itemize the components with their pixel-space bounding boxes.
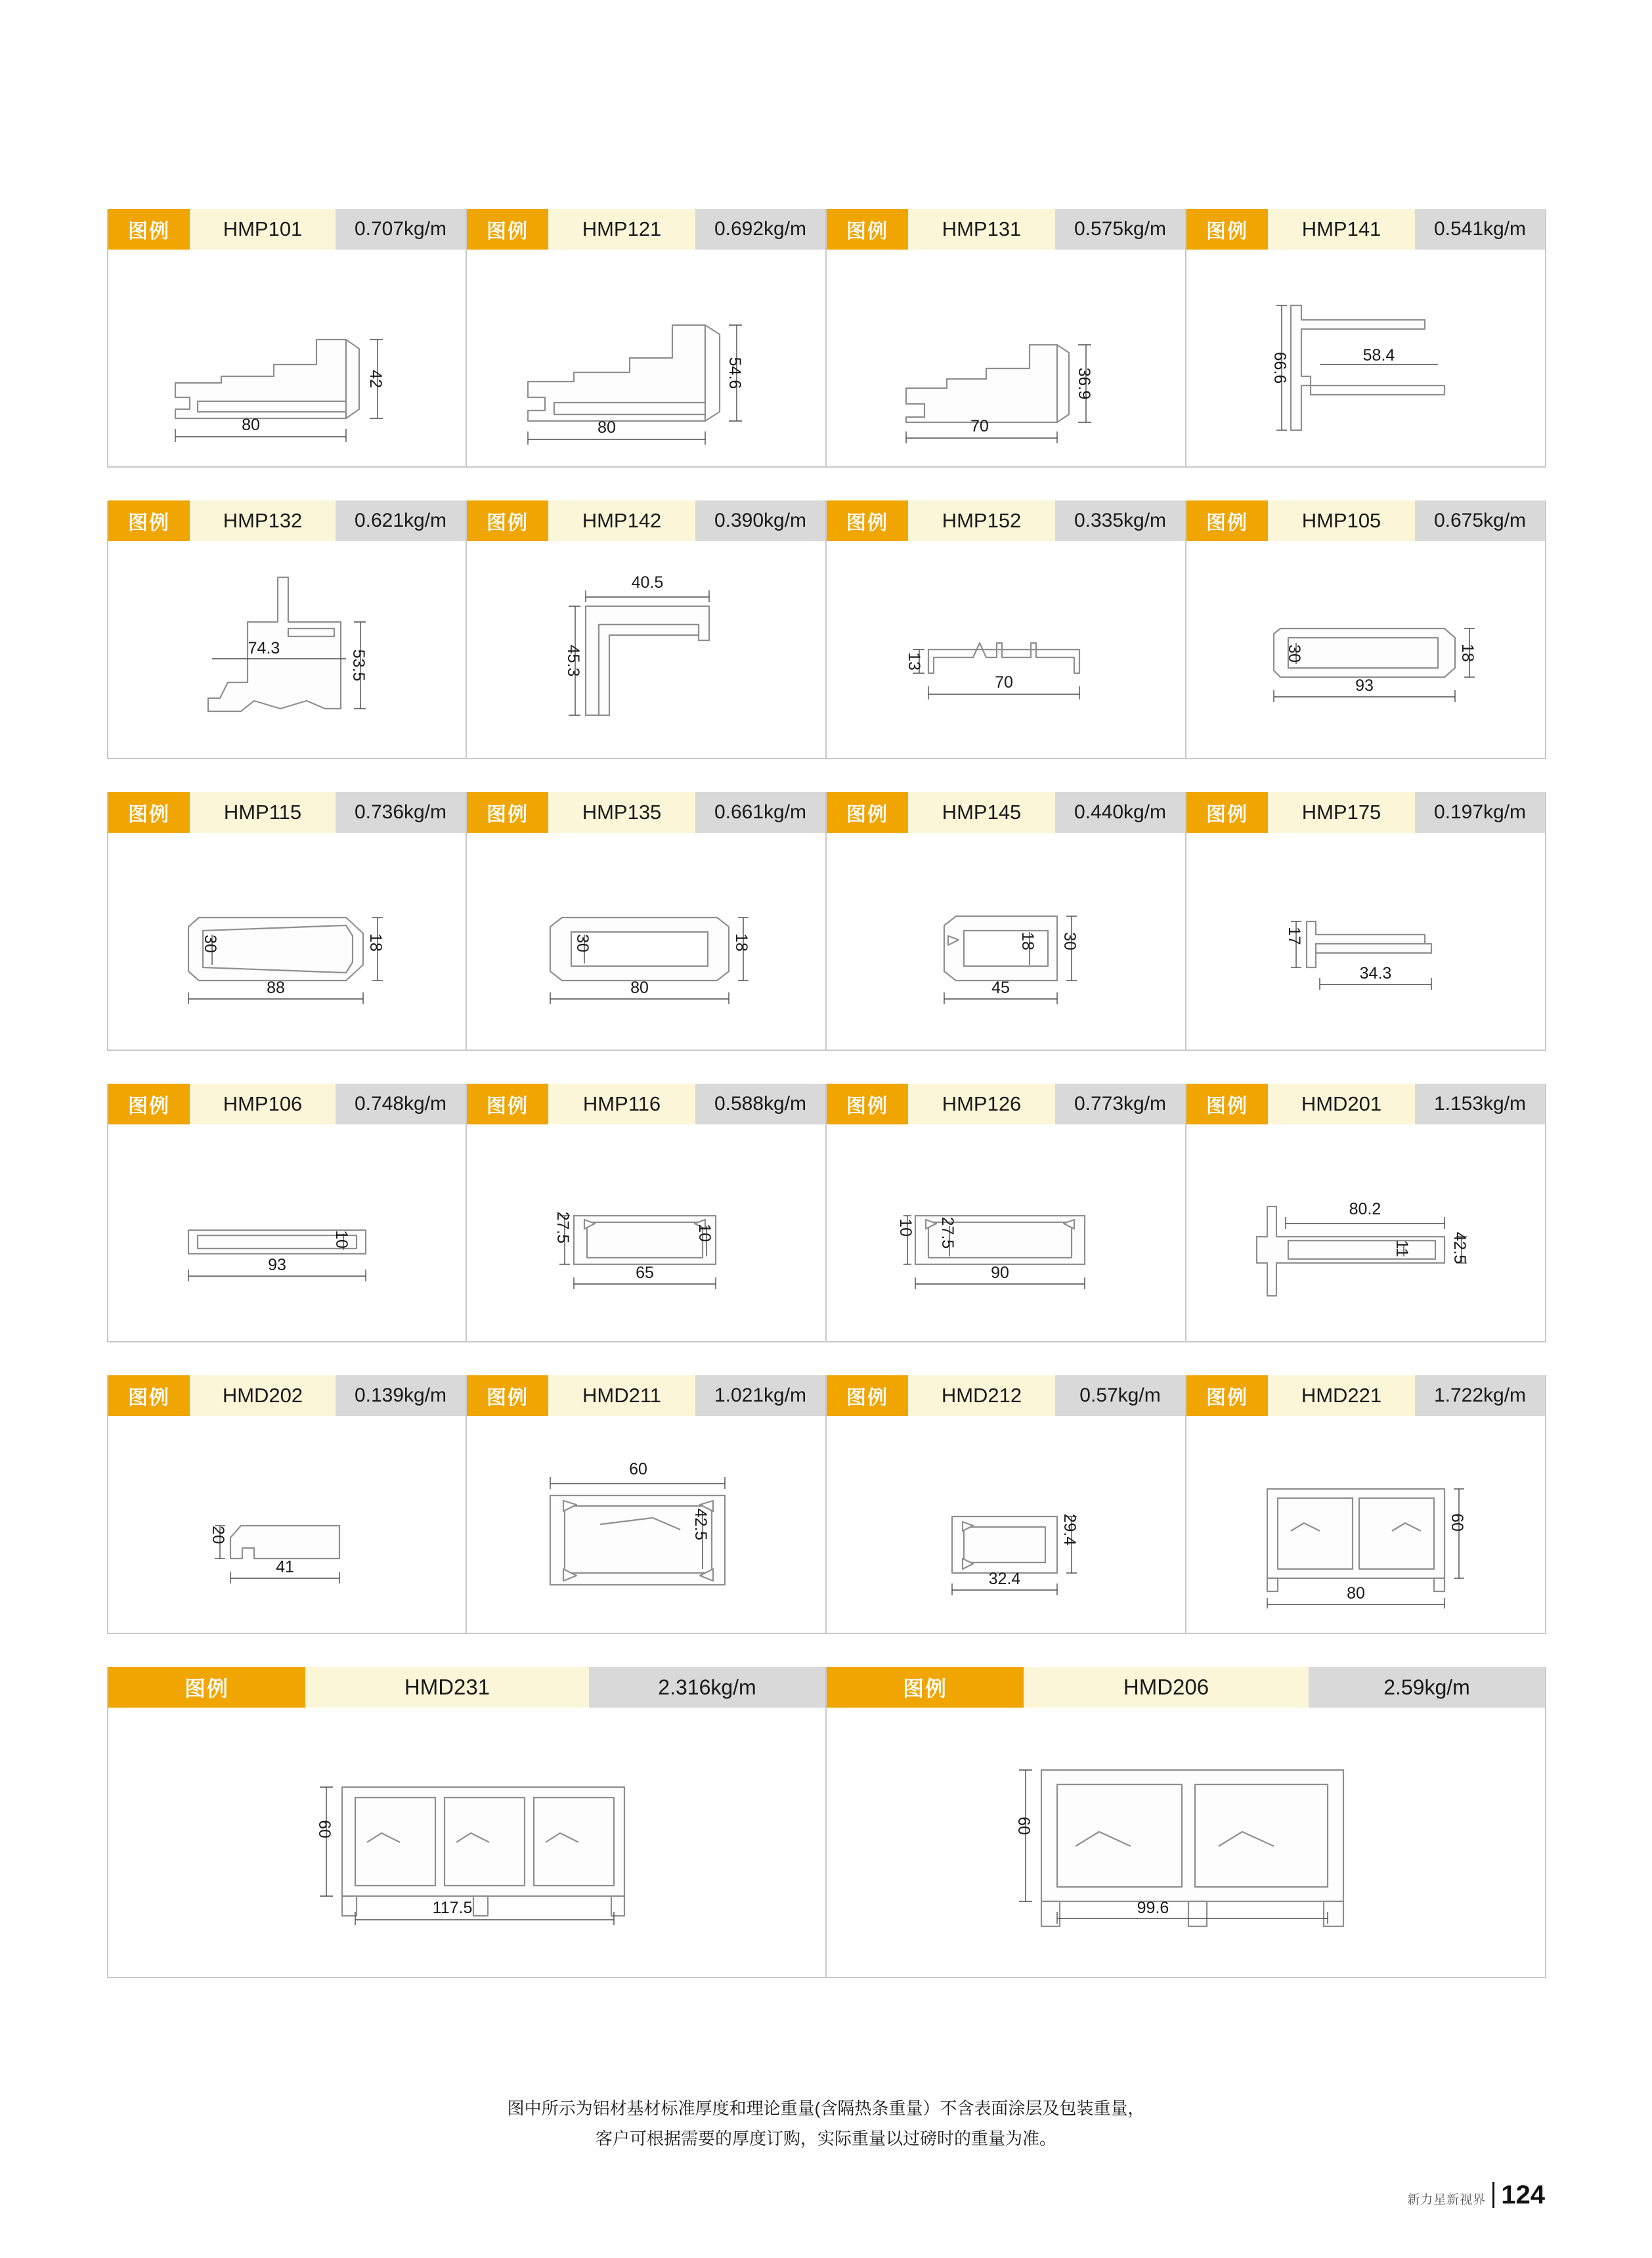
dim-width: 41 xyxy=(276,1558,294,1576)
dim-height-2: 18 xyxy=(1458,644,1477,662)
dim-width: 58.4 xyxy=(1362,346,1395,365)
profile-figure xyxy=(108,833,466,1050)
dim-width: 80 xyxy=(630,979,649,997)
profile-figure xyxy=(108,1124,466,1341)
profile-cell xyxy=(827,792,1186,1051)
profile-cell xyxy=(1186,500,1546,759)
dim-width: 32.4 xyxy=(988,1570,1021,1588)
profile-code: HMP132 xyxy=(190,500,336,541)
profile-header xyxy=(827,1084,1185,1124)
profile-header xyxy=(467,1084,825,1124)
legend-tag: 图例 xyxy=(1186,1084,1268,1124)
dim-height-2: 11 xyxy=(1393,1240,1411,1257)
legend-tag: 图例 xyxy=(827,500,908,541)
profile-figure xyxy=(827,833,1185,1050)
profile-code: HMP126 xyxy=(908,1084,1055,1124)
profile-cell xyxy=(467,792,827,1051)
dim-height: 18 xyxy=(1018,932,1037,950)
profile-cell xyxy=(827,1084,1186,1342)
profile-figure xyxy=(467,1124,825,1341)
profile-cell xyxy=(467,209,827,468)
profile-cell xyxy=(1186,209,1546,468)
legend-tag: 图例 xyxy=(827,1084,908,1124)
profile-cell xyxy=(827,1667,1546,1978)
legend-tag: 图例 xyxy=(467,209,548,250)
legend-tag: 图例 xyxy=(827,792,908,833)
grid-row xyxy=(107,1375,1546,1634)
profile-header xyxy=(108,1375,466,1416)
dim-width: 80 xyxy=(598,418,616,437)
legend-tag: 图例 xyxy=(1186,1375,1268,1416)
profile-weight: 0.773kg/m xyxy=(1055,1084,1185,1124)
profile-weight: 0.197kg/m xyxy=(1415,792,1545,833)
profile-header xyxy=(108,500,466,541)
dim-height: 17 xyxy=(1285,927,1303,945)
dim-height: 30 xyxy=(201,935,219,953)
dim-width: 99.6 xyxy=(1137,1899,1169,1917)
profile-weight: 2.316kg/m xyxy=(589,1667,825,1708)
legend-tag: 图例 xyxy=(108,500,190,541)
profile-figure xyxy=(108,541,466,758)
dim-height: 36.9 xyxy=(1075,367,1093,400)
profile-header xyxy=(467,1375,825,1416)
dim-width: 60 xyxy=(629,1460,647,1478)
dim-height: 27.5 xyxy=(554,1211,572,1244)
dim-height-2: 30 xyxy=(1060,932,1079,950)
profile-weight: 1.153kg/m xyxy=(1415,1084,1545,1124)
profile-cell xyxy=(1186,792,1546,1051)
profile-cell xyxy=(107,209,467,468)
profile-code: HMP135 xyxy=(548,792,695,833)
dim-width: 45 xyxy=(991,979,1010,997)
legend-tag: 图例 xyxy=(827,1375,908,1416)
profile-figure xyxy=(827,250,1185,466)
profile-weight: 0.621kg/m xyxy=(336,500,466,541)
footnote-line-2: 客户可根据需要的厚度订购，实际重量以过磅时的重量为准。 xyxy=(595,2128,1056,2148)
profile-weight: 1.021kg/m xyxy=(695,1375,825,1416)
dim-width: 90 xyxy=(991,1264,1009,1282)
profile-code: HMP106 xyxy=(190,1084,336,1124)
profile-figure xyxy=(108,1708,825,1977)
profile-cell xyxy=(467,1375,827,1634)
dim-height: 54.6 xyxy=(726,357,744,389)
dim-width: 88 xyxy=(267,979,285,997)
dim-height: 42.5 xyxy=(1450,1231,1469,1264)
profile-weight: 0.675kg/m xyxy=(1415,500,1545,541)
profile-code: HMD212 xyxy=(908,1375,1055,1416)
profile-header xyxy=(108,792,466,833)
profile-figure xyxy=(1186,833,1545,1050)
grid-row xyxy=(107,1667,1546,1978)
profile-header xyxy=(1186,1375,1545,1416)
grid-row xyxy=(107,1084,1546,1342)
profile-cell xyxy=(107,1084,467,1342)
profile-weight: 2.59kg/m xyxy=(1309,1667,1545,1708)
profile-header xyxy=(1186,1084,1545,1124)
legend-tag: 图例 xyxy=(827,209,908,250)
dim-height: 42.5 xyxy=(691,1508,710,1541)
profile-code: HMP131 xyxy=(908,209,1055,250)
profile-figure xyxy=(1186,1124,1545,1341)
profile-cell xyxy=(1186,1084,1546,1342)
profile-code: HMD221 xyxy=(1268,1375,1415,1416)
legend-tag: 图例 xyxy=(108,1667,305,1708)
legend-tag: 图例 xyxy=(467,792,548,833)
profile-weight: 0.692kg/m xyxy=(695,209,825,250)
legend-tag: 图例 xyxy=(108,1084,190,1124)
profile-code: HMP115 xyxy=(190,792,336,833)
dim-width: 117.5 xyxy=(432,1899,473,1917)
page-number: 124 xyxy=(1492,2182,1545,2208)
profile-cell xyxy=(467,1084,827,1342)
dim-height: 42 xyxy=(366,370,385,388)
profile-cell xyxy=(827,209,1186,468)
legend-tag: 图例 xyxy=(467,500,548,541)
profile-code: HMP121 xyxy=(548,209,695,250)
profile-weight: 0.575kg/m xyxy=(1055,209,1185,250)
profile-cell xyxy=(827,500,1186,759)
dim-height: 66.6 xyxy=(1271,351,1289,384)
dim-height: 10 xyxy=(332,1230,351,1249)
profile-cell xyxy=(827,1375,1186,1634)
dim-width: 70 xyxy=(970,417,989,435)
profile-cell xyxy=(107,1667,827,1978)
dim-height-2: 10 xyxy=(695,1224,714,1242)
grid-row xyxy=(107,500,1546,759)
dim-height-2: 27.5 xyxy=(938,1216,957,1249)
profile-header xyxy=(827,500,1185,541)
legend-tag: 图例 xyxy=(108,1375,190,1416)
profile-code: HMP175 xyxy=(1268,792,1415,833)
dim-height: 29.4 xyxy=(1060,1513,1079,1546)
dim-height-2: 18 xyxy=(366,933,385,952)
profile-header xyxy=(827,792,1185,833)
dim-width: 80.2 xyxy=(1349,1200,1381,1218)
profile-header xyxy=(1186,792,1545,833)
dim-height: 60 xyxy=(1448,1513,1466,1532)
profile-figure xyxy=(827,1124,1185,1341)
profile-cell xyxy=(107,500,467,759)
profile-header xyxy=(467,500,825,541)
footnote xyxy=(0,2094,1652,2154)
profile-figure xyxy=(467,833,825,1050)
profile-figure xyxy=(467,1416,825,1633)
profile-weight: 0.440kg/m xyxy=(1055,792,1185,833)
profile-header xyxy=(467,209,825,250)
dim-width: 70 xyxy=(995,673,1013,692)
footnote-line-1: 图中所示为铝材基材标准厚度和理论重量(含隔热条重量）不含表面涂层及包装重量， xyxy=(507,2098,1145,2118)
legend-tag: 图例 xyxy=(108,209,190,250)
profile-weight: 1.722kg/m xyxy=(1415,1375,1545,1416)
profile-weight: 0.588kg/m xyxy=(695,1084,825,1124)
profile-code: HMD201 xyxy=(1268,1084,1415,1124)
legend-tag: 图例 xyxy=(467,1084,548,1124)
dim-height: 10 xyxy=(896,1218,915,1237)
dim-height: 30 xyxy=(573,934,592,952)
profile-code: HMD206 xyxy=(1024,1667,1309,1708)
profile-code: HMP101 xyxy=(190,209,336,250)
profile-code: HMD202 xyxy=(190,1375,336,1416)
dim-height: 30 xyxy=(1285,644,1303,663)
legend-tag: 图例 xyxy=(1186,209,1268,250)
dim-width: 93 xyxy=(268,1256,286,1274)
grid-row xyxy=(107,209,1546,468)
dim-width: 40.5 xyxy=(631,573,664,592)
profile-weight: 0.57kg/m xyxy=(1055,1375,1185,1416)
profile-code: HMD211 xyxy=(548,1375,695,1416)
profile-weight: 0.707kg/m xyxy=(336,209,466,250)
profile-header xyxy=(827,1375,1185,1416)
profile-cell xyxy=(1186,1375,1546,1634)
profile-weight: 0.390kg/m xyxy=(695,500,825,541)
profile-code: HMP142 xyxy=(548,500,695,541)
profile-grid xyxy=(107,209,1546,2011)
dim-width: 80 xyxy=(1347,1584,1365,1603)
legend-tag: 图例 xyxy=(108,792,190,833)
legend-tag: 图例 xyxy=(1186,792,1268,833)
dim-height-2: 18 xyxy=(732,933,750,952)
dim-width: 74.3 xyxy=(248,639,280,657)
dim-height: 53.5 xyxy=(349,649,368,682)
profile-cell xyxy=(107,1375,467,1634)
profile-code: HMP141 xyxy=(1268,209,1415,250)
brand-label: 新力星新视界 xyxy=(1407,2193,1487,2207)
profile-figure xyxy=(108,250,466,466)
profile-figure xyxy=(827,1416,1185,1633)
profile-cell xyxy=(107,792,467,1051)
profile-code: HMP116 xyxy=(548,1084,695,1124)
dim-height: 60 xyxy=(1014,1817,1033,1835)
dim-height: 13 xyxy=(905,652,923,671)
grid-row xyxy=(107,792,1546,1051)
profile-header xyxy=(108,1667,825,1708)
profile-header xyxy=(108,209,466,250)
profile-figure xyxy=(467,250,825,466)
profile-code: HMP145 xyxy=(908,792,1055,833)
profile-code: HMD231 xyxy=(305,1667,589,1708)
profile-weight: 0.748kg/m xyxy=(336,1084,466,1124)
profile-figure xyxy=(467,541,825,758)
profile-header xyxy=(1186,209,1545,250)
profile-header xyxy=(108,1084,466,1124)
profile-header xyxy=(1186,500,1545,541)
page-footer xyxy=(1407,2182,1545,2208)
profile-cell xyxy=(467,500,827,759)
dim-height: 60 xyxy=(315,1820,334,1838)
dim-width: 80 xyxy=(242,416,260,434)
dim-height: 45.3 xyxy=(564,644,582,677)
profile-header xyxy=(827,209,1185,250)
profile-figure xyxy=(1186,250,1545,466)
legend-tag: 图例 xyxy=(827,1667,1024,1708)
profile-code: HMP152 xyxy=(908,500,1055,541)
profile-code: HMP105 xyxy=(1268,500,1415,541)
profile-weight: 0.541kg/m xyxy=(1415,209,1545,250)
profile-weight: 0.139kg/m xyxy=(336,1375,466,1416)
profile-figure xyxy=(827,541,1185,758)
dim-width: 65 xyxy=(636,1264,654,1282)
profile-figure xyxy=(108,1416,466,1633)
dim-width: 34.3 xyxy=(1359,964,1392,983)
profile-weight: 0.661kg/m xyxy=(695,792,825,833)
profile-figure xyxy=(1186,541,1545,758)
profile-weight: 0.335kg/m xyxy=(1055,500,1185,541)
profile-header xyxy=(467,792,825,833)
profile-header xyxy=(827,1667,1545,1708)
dim-height: 20 xyxy=(209,1526,227,1544)
profile-weight: 0.736kg/m xyxy=(336,792,466,833)
profile-figure xyxy=(1186,1416,1545,1633)
legend-tag: 图例 xyxy=(467,1375,548,1416)
profile-figure xyxy=(827,1708,1545,1977)
dim-width: 93 xyxy=(1355,676,1374,695)
legend-tag: 图例 xyxy=(1186,500,1268,541)
